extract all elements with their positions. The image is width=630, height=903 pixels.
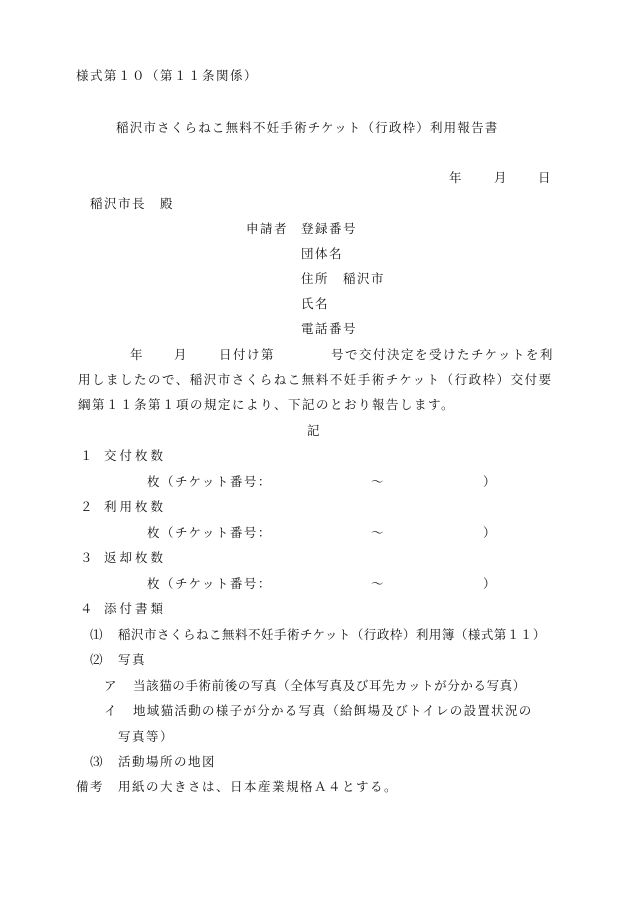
date-month-label: 月 (494, 170, 509, 185)
body-line-3: 綱第１１条第１項の規定により、下記のとおり報告します。 (78, 397, 456, 412)
applicant-field-address: 住所 稲沢市 (301, 271, 386, 286)
addressee: 稲沢市長 殿 (90, 196, 175, 211)
attachments-number: ４ (80, 601, 95, 616)
item-1-number: １ (80, 448, 95, 463)
document-title: 稲沢市さくらねこ無料不妊手術チケット（行政枠）利用報告書 (116, 120, 499, 135)
item-1-close: ） (483, 474, 498, 489)
item-3-title: 返却枚数 (104, 550, 167, 565)
attachment-1-text: 稲沢市さくらねこ無料不妊手術チケット（行政枠）利用簿（様式第１１） (118, 627, 546, 642)
item-2-tilde: ～ (371, 525, 386, 540)
attachments-title: 添付書類 (104, 601, 167, 616)
item-2-sheets: 枚（チケット番号： (147, 525, 272, 540)
item-2-close: ） (483, 525, 498, 540)
ki-heading: 記 (307, 423, 322, 438)
body-month-label: 月 (174, 347, 189, 362)
photo-i-text: 地域猫活動の様子が分かる写真（給餌場及びトイレの設置状況の (133, 703, 533, 718)
photo-i-continuation: 写真等） (118, 729, 175, 744)
date-day-label: 日 (538, 170, 553, 185)
item-3-sheets: 枚（チケット番号： (147, 576, 272, 591)
photo-a-mark: ア (104, 678, 119, 693)
attachment-1-number: ⑴ (90, 627, 105, 642)
item-1-title: 交付枚数 (104, 448, 167, 463)
attachment-2-number: ⑵ (90, 652, 105, 667)
attachment-3-number: ⑶ (90, 754, 105, 769)
remarks-text: 用紙の大きさは、日本産業規格Ａ４とする。 (118, 779, 399, 794)
applicant-field-organization-name: 団体名 (301, 246, 344, 261)
item-3-tilde: ～ (371, 576, 386, 591)
date-year-label: 年 (449, 170, 464, 185)
applicant-label: 申請者 (246, 221, 289, 236)
item-1-tilde: ～ (371, 474, 386, 489)
item-3-number: ３ (80, 550, 95, 565)
applicant-field-phone: 電話番号 (301, 321, 358, 336)
remarks-label: 備考 (76, 779, 105, 794)
form-number: 様式第１０（第１１条関係） (76, 68, 259, 83)
body-line-2: 用しましたので、稲沢市さくらねこ無料不妊手術チケット（行政枠）交付要 (78, 372, 553, 387)
item-2-number: ２ (80, 499, 95, 514)
applicant-field-name: 氏名 (301, 296, 330, 311)
item-3-close: ） (483, 576, 498, 591)
body-year-label: 年 (130, 347, 145, 362)
applicant-field-registration-number: 登録番号 (301, 221, 358, 236)
attachment-3-text: 活動場所の地図 (118, 754, 217, 769)
item-2-title: 利用枚数 (104, 499, 167, 514)
body-line-1: 日付け第 号で交付決定を受けたチケットを利 (219, 347, 554, 362)
photo-i-mark: イ (104, 703, 119, 718)
attachment-2-text: 写真 (118, 652, 147, 667)
photo-a-text: 当該猫の手術前後の写真（全体写真及び耳先カットが分かる写真） (133, 678, 526, 693)
item-1-sheets: 枚（チケット番号： (147, 474, 272, 489)
